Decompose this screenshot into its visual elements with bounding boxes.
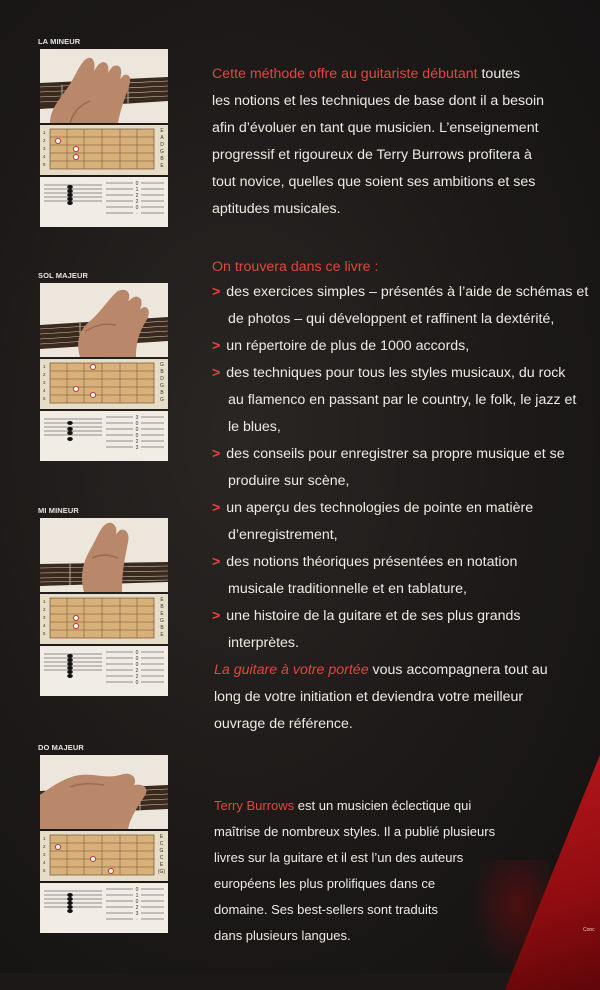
svg-text:0: 0 (135, 427, 139, 433)
svg-text:0: 0 (135, 656, 139, 662)
chord-title: SOL MAJEUR (38, 271, 89, 280)
svg-text:2: 2 (135, 905, 139, 911)
string-label: D (160, 376, 164, 382)
svg-text:3: 3 (43, 615, 46, 620)
bullet-1 (212, 279, 588, 306)
bullet-arrow-icon: > (212, 554, 221, 570)
svg-text:3: 3 (135, 911, 139, 917)
svg-text:2: 2 (135, 193, 139, 199)
notation-tab-card (40, 646, 168, 696)
bullet-4 (212, 441, 565, 468)
string-label: E (160, 611, 164, 617)
svg-text:1: 1 (43, 364, 46, 369)
fretboard-diagram (40, 831, 168, 881)
string-label: E (160, 163, 164, 169)
bullet-text: un répertoire de plus de 1000 accords, (226, 338, 470, 354)
svg-text:0: 0 (135, 421, 139, 427)
intro-line-6: aptitudes musicales. (212, 201, 341, 217)
string-labels (158, 128, 166, 170)
fret-grid (40, 359, 168, 409)
staff-and-tab-illustration (40, 883, 168, 933)
author-name: Terry Burrows (214, 798, 295, 813)
svg-text:3: 3 (43, 146, 46, 151)
bullet-3-cont-1: au flamenco en passant par le country, le folk, le jazz et (228, 392, 577, 408)
svg-text:5: 5 (43, 631, 46, 636)
chord-title: MI MINEUR (38, 506, 79, 515)
bullet-arrow-icon: > (212, 284, 221, 300)
bullet-text: un aperçu des technologies de pointe en matière (226, 500, 534, 516)
string-label: G (160, 362, 164, 368)
fretboard-diagram (40, 594, 168, 644)
string-label: B (160, 369, 164, 375)
hand-photo (40, 283, 168, 357)
staff-and-tab-illustration (40, 646, 168, 696)
svg-text:2: 2 (43, 138, 46, 143)
string-label: G (160, 149, 164, 155)
bullet-text: une histoire de la guitare et de ses plus grands (226, 608, 521, 624)
svg-text:0: 0 (135, 181, 139, 187)
chord-title: DO MAJEUR (38, 743, 84, 752)
bullet-arrow-icon: > (212, 500, 221, 516)
svg-text:0: 0 (135, 205, 139, 211)
svg-text:3: 3 (43, 380, 46, 385)
bio-line-5: domaine. Ses best-sellers sont traduits (214, 902, 438, 917)
svg-text:1: 1 (43, 599, 46, 604)
closing-line-2: long de votre initiation et deviendra votre meilleur (214, 689, 524, 705)
bio-line-1 (214, 793, 471, 820)
svg-text:4: 4 (43, 388, 46, 393)
svg-text:4: 4 (43, 623, 46, 628)
svg-text:3: 3 (43, 852, 46, 857)
intro-line-2: les notions et les techniques de base dont il a besoin (212, 93, 545, 109)
notation-tab-card (40, 883, 168, 933)
string-labels (158, 597, 166, 639)
svg-text:3: 3 (135, 445, 139, 451)
bullet-arrow-icon: > (212, 608, 221, 624)
notation-tab-card (40, 177, 168, 227)
bullet-5-cont: d’enregistrement, (228, 527, 338, 543)
string-label: E (160, 632, 164, 638)
staff-and-tab-illustration (40, 411, 168, 461)
fret-grid (40, 831, 168, 881)
hand-on-fretboard-illustration (40, 518, 168, 592)
string-label: E (159, 834, 164, 840)
string-label: G (159, 848, 164, 854)
intro-line-4: progressif et rigoureux de Terry Burrows profitera à (212, 147, 532, 163)
svg-text:0: 0 (135, 887, 139, 893)
bullet-5 (212, 495, 533, 522)
bullet-arrow-icon: > (212, 365, 221, 381)
svg-text:·: · (136, 917, 138, 923)
intro-line-3: afin d’évoluer en tant que musicien. L’enseignement (212, 120, 539, 136)
svg-text:1: 1 (43, 836, 46, 841)
bullet-7 (212, 603, 520, 630)
svg-text:2: 2 (43, 372, 46, 377)
svg-text:4: 4 (43, 860, 46, 865)
string-label: G (160, 397, 164, 403)
staff-and-tab-illustration (40, 177, 168, 227)
svg-text:1: 1 (135, 187, 139, 193)
string-label: C (159, 841, 164, 847)
closing-line-3: ouvrage de référence. (214, 716, 353, 732)
string-label: A (160, 135, 164, 141)
string-label: B (160, 156, 164, 162)
svg-text:1: 1 (43, 130, 46, 135)
svg-text:0: 0 (135, 433, 139, 439)
svg-text:3: 3 (135, 415, 139, 421)
svg-text:2: 2 (43, 844, 46, 849)
bullet-1-cont: de photos – qui développent et raffinent la dextérité, (228, 311, 555, 327)
bio-line-4: européens les plus prolifiques dans ce (214, 876, 436, 891)
hand-on-fretboard-illustration (40, 283, 168, 357)
svg-text:0: 0 (135, 899, 139, 905)
string-labels (158, 362, 166, 404)
bullet-2 (212, 333, 469, 360)
bullet-4-cont: produire sur scène, (228, 473, 350, 489)
bullet-6 (212, 549, 517, 576)
svg-text:2: 2 (43, 607, 46, 612)
bullet-6-cont: musicale traditionnelle et en tablature, (228, 581, 467, 597)
intro-line-5: tout novice, quelles que soient ses ambitions et ses (212, 174, 536, 190)
string-label: D (160, 142, 164, 148)
closing-text: vous accompagnera tout au (368, 662, 548, 678)
bullet-text: des techniques pour tous les styles musicaux, du rock (226, 365, 566, 381)
intro-line-1 (212, 61, 520, 88)
bio-line-6: dans plusieurs langues. (214, 928, 351, 943)
bullet-text: des exercices simples – présentés à l’aide de schémas et (226, 284, 589, 300)
string-label: E (160, 128, 164, 134)
string-label: G (160, 618, 164, 624)
bullet-arrow-icon: > (212, 338, 221, 354)
hand-photo (40, 755, 168, 829)
bio-text: est un musicien éclectique qui (294, 798, 472, 813)
closing-line-1 (214, 657, 548, 684)
string-label: B (160, 625, 164, 631)
svg-text:0: 0 (135, 650, 139, 656)
fret-grid (40, 594, 168, 644)
svg-text:2: 2 (135, 674, 139, 680)
notation-tab-card (40, 411, 168, 461)
hand-on-fretboard-illustration (40, 755, 168, 829)
svg-text:·: · (136, 211, 138, 217)
svg-text:5: 5 (43, 868, 46, 873)
bullet-3-cont-2: le blues, (228, 419, 281, 435)
svg-text:4: 4 (43, 154, 46, 159)
bullet-arrow-icon: > (212, 446, 221, 462)
fretboard-diagram (40, 125, 168, 175)
svg-text:5: 5 (43, 396, 46, 401)
bio-line-2: maîtrise de nombreux styles. Il a publié plusieurs (214, 824, 496, 839)
svg-text:0: 0 (135, 662, 139, 668)
string-label: G (160, 383, 164, 389)
chord-title: LA MINEUR (38, 37, 81, 46)
svg-text:5: 5 (43, 162, 46, 167)
svg-text:2: 2 (135, 439, 139, 445)
hand-on-fretboard-illustration (40, 49, 168, 123)
string-label: E (159, 862, 164, 868)
string-labels (157, 834, 166, 876)
string-label: B (160, 604, 164, 610)
svg-text:1: 1 (135, 893, 139, 899)
fret-grid (40, 125, 168, 175)
intro-text: toutes (477, 66, 521, 82)
svg-text:2: 2 (135, 199, 139, 205)
section-heading: On trouvera dans ce livre : (212, 259, 379, 275)
svg-text:0: 0 (135, 680, 139, 686)
string-label: (G) (157, 869, 166, 875)
bio-line-3: livres sur la guitare et il est l’un des auteurs (214, 850, 464, 865)
hand-photo (40, 518, 168, 592)
corner-text: Conc (583, 927, 595, 933)
hand-photo (40, 49, 168, 123)
bullet-7-cont: interprètes. (228, 635, 299, 651)
bullet-3 (212, 360, 565, 387)
string-label: C (159, 855, 164, 861)
svg-text:2: 2 (135, 668, 139, 674)
string-label: B (160, 390, 164, 396)
fretboard-diagram (40, 359, 168, 409)
book-title: La guitare à votre portée (214, 662, 369, 678)
bullet-text: des notions théoriques présentées en notation (226, 554, 518, 570)
string-label: E (160, 597, 164, 603)
intro-highlight: Cette méthode offre au guitariste débutant (212, 66, 478, 82)
bullet-text: des conseils pour enregistrer sa propre musique et se (226, 446, 565, 462)
